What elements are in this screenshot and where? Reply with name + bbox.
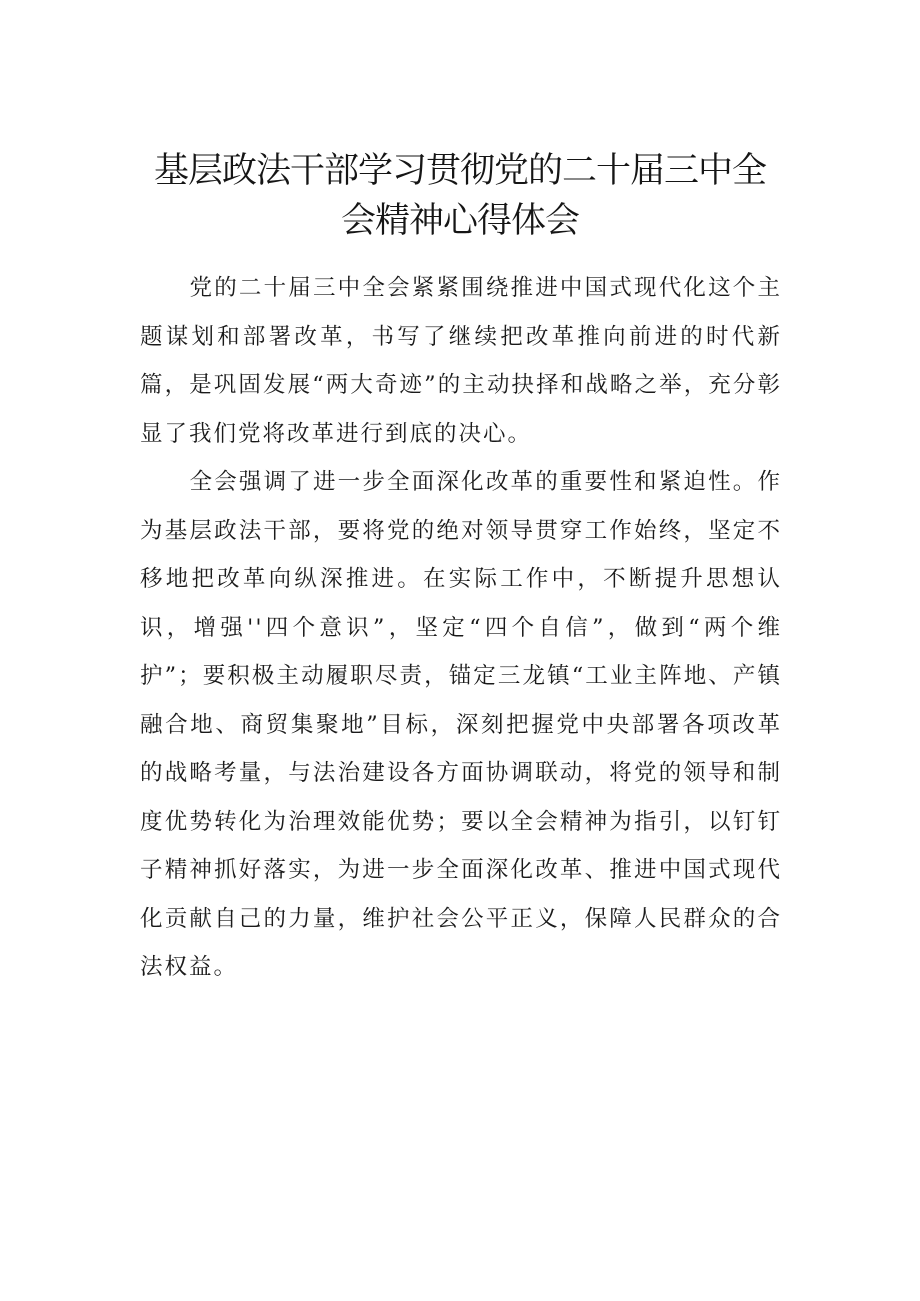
paragraph-1: 党的二十届三中全会紧紧围绕推进中国式现代化这个主题谋划和部署改革，书写了继续把改革推向前进的时代新篇，是巩固发展“两大奇迹”的主动抉择和战略之举，充分彰显了我们党将改革进行到底的决心。: [140, 275, 782, 447]
document-title: [140, 146, 780, 246]
title-line-2: 会精神心得体会: [340, 201, 579, 241]
paragraph-2: 全会强调了进一步全面深化改革的重要性和紧迫性。作为基层政法干部，要将党的绝对领导贯穿工作始终，坚定不移地把改革向纵深推进。在实际工作中，不断提升思想认识，增强''四个意识”，坚定“四个自信”，做到“两个维护”；要积极主动履职尽责，锚定三龙镇“工业主阵地、产镇融合地、商贸集聚地”目标，深刻把握党中央部署各项改革的战略考量，与法治建设各方面协调联动，将党的领导和制度优势转化为治理效能优势；要以全会精神为指引，以钉钉子精神抓好落实，为进一步全面深化改革、推进中国式现代化贡献自己的力量，维护社会公平正义，保障人民群众的合法权益。: [140, 469, 782, 980]
document-body: [140, 264, 782, 992]
title-line-1: 基层政法干部学习贯彻党的二十届三中全: [153, 151, 766, 191]
